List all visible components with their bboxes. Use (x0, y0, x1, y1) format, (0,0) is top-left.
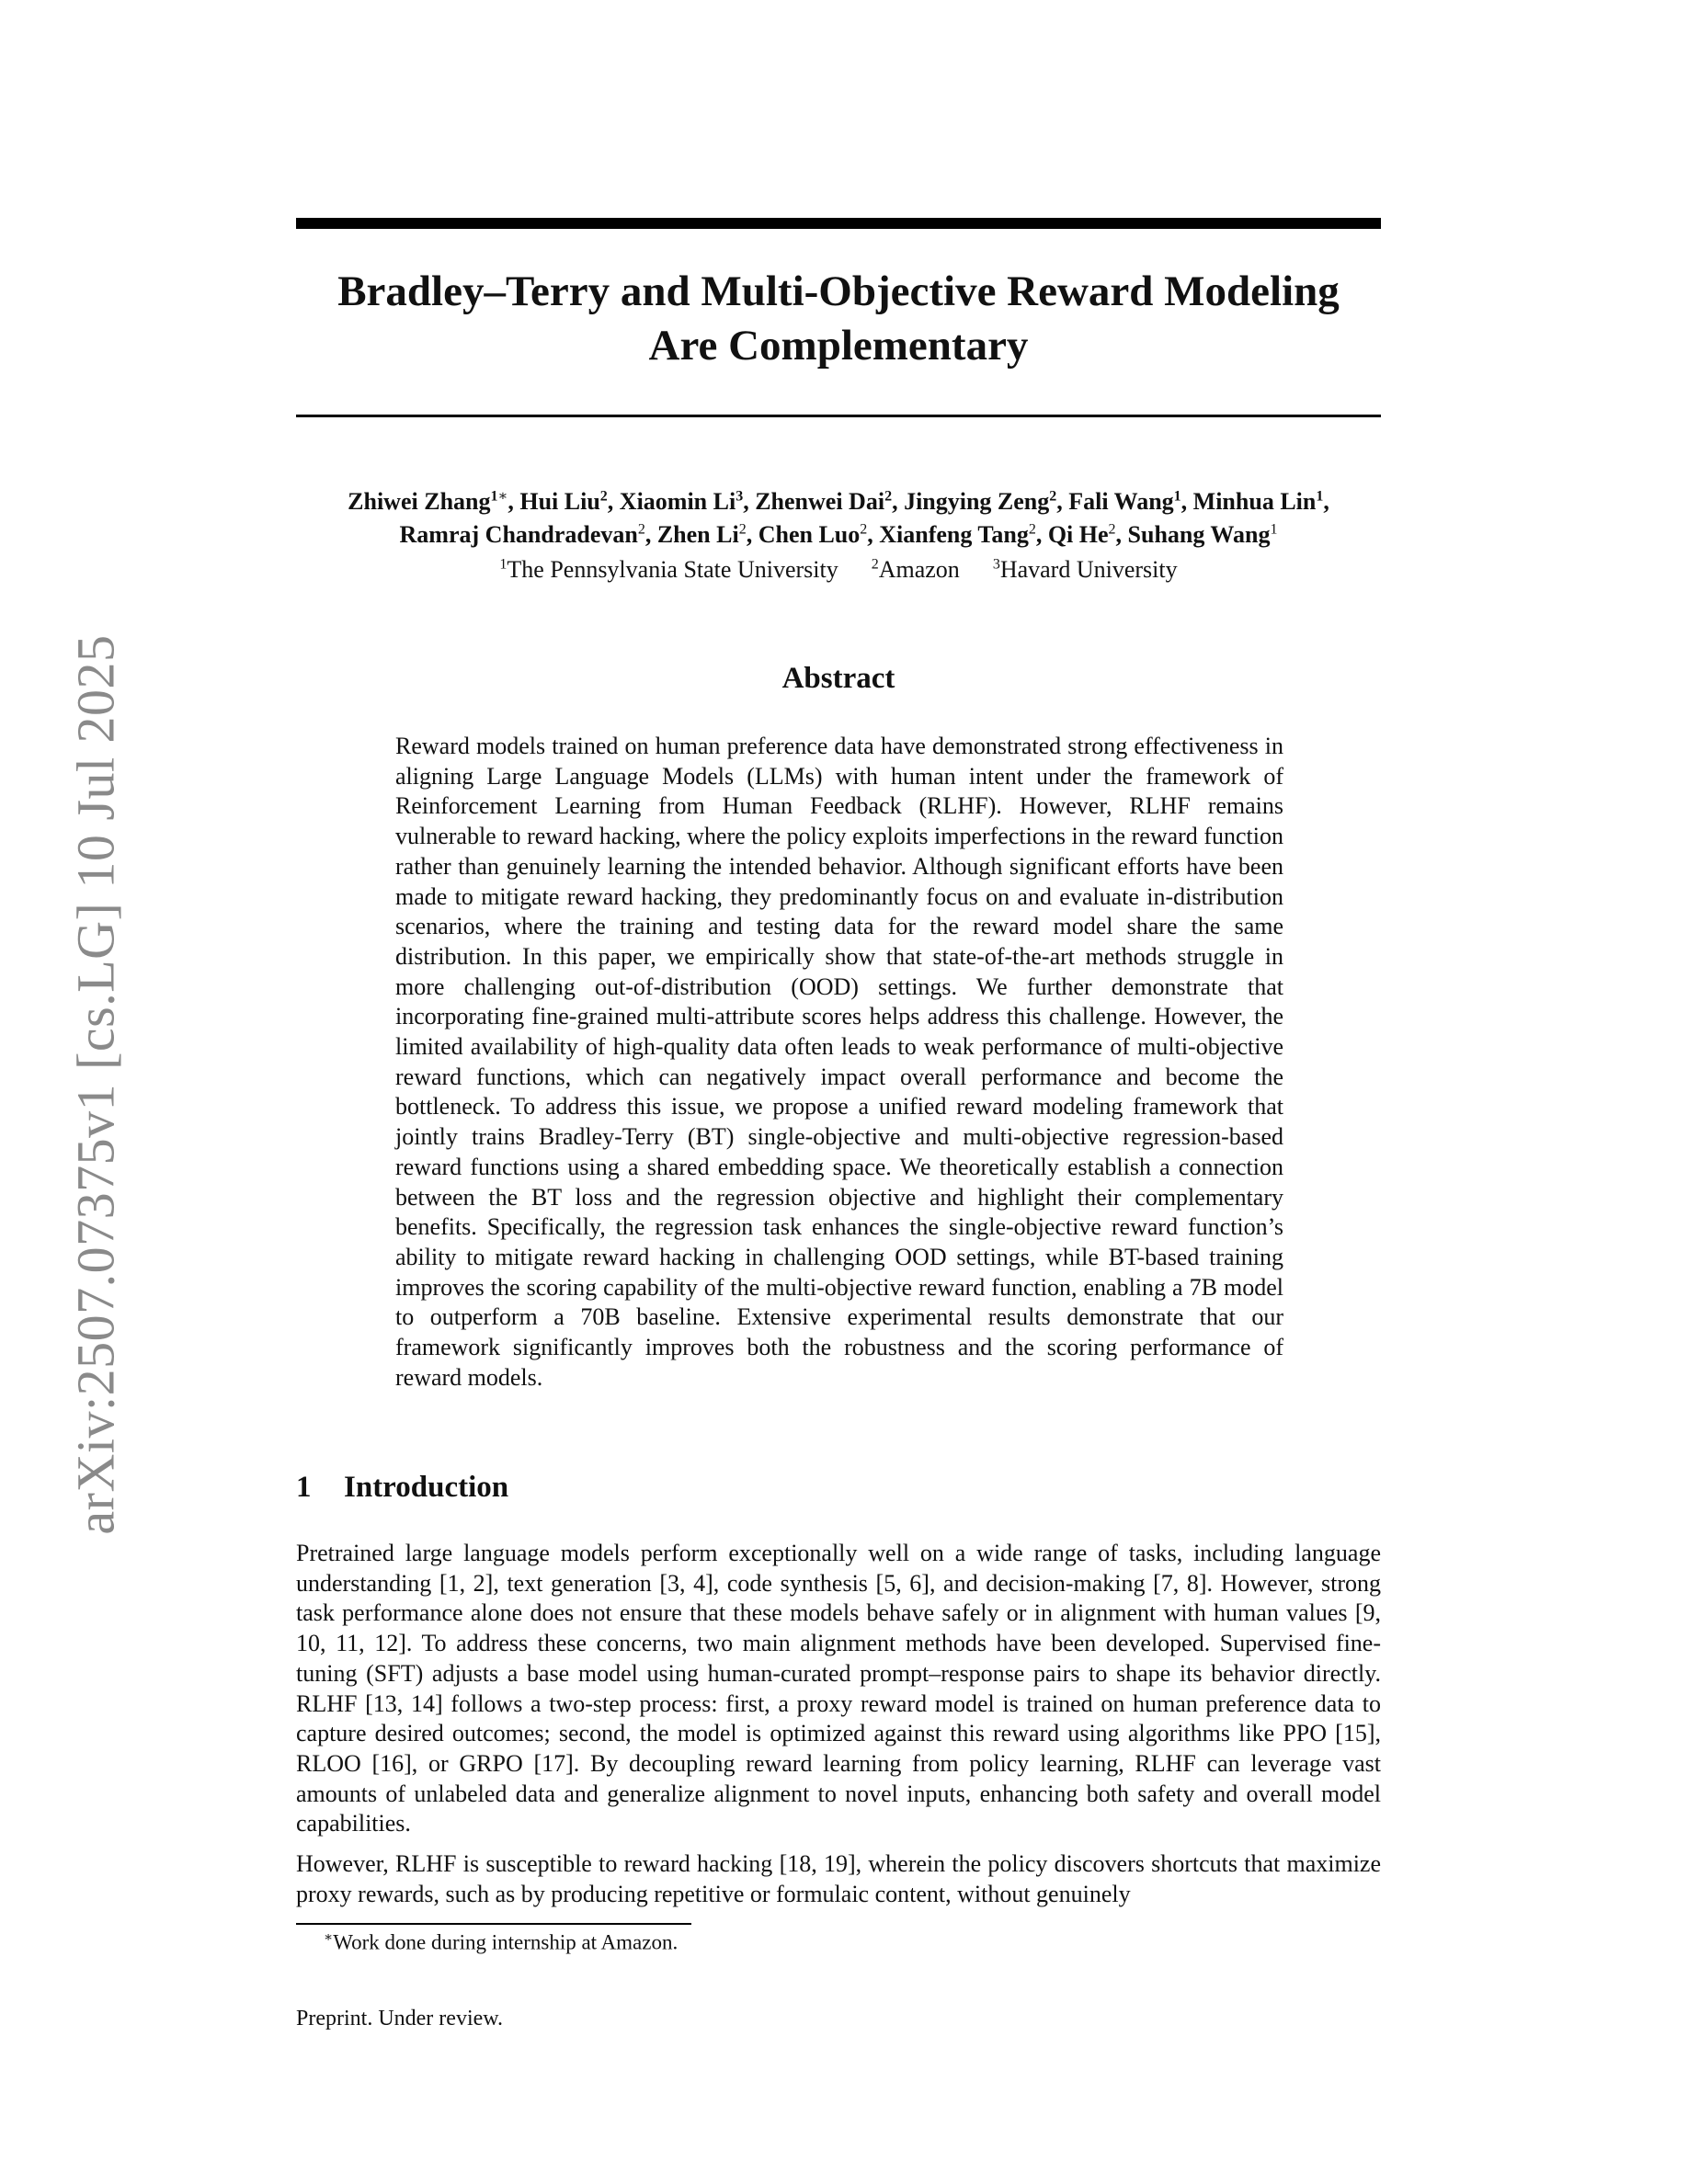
arxiv-id: arXiv:2507.07375v1 [cs.LG] 10 Jul 2025 (65, 634, 126, 1535)
author-footnote-mark: ∗ (497, 488, 508, 505)
author-name: Fali Wang (1068, 488, 1174, 515)
author-affil-sup: 3 (736, 488, 744, 505)
footnote (324, 1928, 678, 1955)
section-heading-introduction (296, 1471, 508, 1505)
abstract-text: Reward models trained on human preference data have demonstrated strong effectiveness in aligning Large Language Models (LLMs) with human intent under the framework of Reinforcement Learning from Human Feedback (RLHF). However, RLHF remains vulnerable to reward hacking, where the policy exploits imperfections in the reward function rather than genuinely learning the intended behavior. Although significant efforts have been made to mitigate reward hacking, they predominantly focus on and evaluate in-distribution scenarios, where the training and testing data for the reward model share the same distribution. In this paper, we empirically show that state-of-the-art methods struggle in more challenging out-of-distribution (OOD) settings. We further demonstrate that incorporating fine-grained multi-attribute scores helps address this challenge. However, the limited availability of high-quality data often leads to weak performance of multi-objective reward functions, which can negatively impact overall performance and become the bottleneck. To address this issue, we propose a unified reward modeling framework that jointly trains Bradley-Terry (BT) single-objective and multi-objective regression-based reward functions using a shared embedding space. We theoretically establish a connection between the BT loss and the regression objective and highlight their complementary benefits. Specifically, the regression task enhances the single-objective reward function’s ability to mitigate reward hacking in challenging OOD settings, while BT-based training improves the scoring capability of the multi-objective reward function, enabling a 7B model to outperform a 70B baseline. Extensive experimental results demonstrate that our framework significantly improves both the robustness and the scoring performance of reward models. (395, 733, 1283, 1391)
author-name: Suhang Wang (1127, 521, 1271, 548)
affiliation-name: The Pennsylvania State University (507, 556, 838, 583)
section-title: Introduction (344, 1471, 509, 1504)
affiliation-sup: 1 (499, 556, 508, 573)
section-number: 1 (296, 1471, 312, 1504)
abstract-heading: Abstract (781, 662, 895, 695)
affiliation-name: Amazon (878, 556, 960, 583)
author-affil-sup: 1 (1316, 488, 1324, 505)
author-list (276, 485, 1401, 552)
author-affil-sup: 1 (1173, 488, 1181, 505)
footnote-mark: ∗ (324, 1930, 334, 1945)
author-line-2: Ramraj Chandradevan$^2$, Zhen Li$^2$, Chen Luo$^2$, Xianfeng Tang$^2$, Qi He$^2$, Suhang Wang$^1$ (399, 521, 1278, 548)
preprint-note: Preprint. Under review. (296, 2007, 504, 2030)
affiliation-sup: 3 (992, 556, 1000, 573)
author-affil-sup: 1 (1270, 521, 1278, 538)
author-affil-sup: 2 (637, 521, 645, 538)
author-name: Hui Liu (519, 488, 600, 515)
author-name: Zhenwei Dai (755, 488, 885, 515)
author-name: Xianfeng Tang (879, 521, 1029, 548)
author-affil-sup: 2 (1049, 488, 1057, 505)
author-name: Zhen Li (656, 521, 739, 548)
author-name: Minhua Lin (1192, 488, 1317, 515)
paper-title (296, 265, 1381, 373)
author-name: Qi He (1047, 521, 1109, 548)
footnote-rule (296, 1923, 691, 1925)
title-line-2: Are Complementary (648, 322, 1029, 370)
author-affil-sup: 2 (599, 488, 608, 505)
title-rule-top (296, 218, 1381, 229)
title-rule-bottom (296, 415, 1381, 417)
intro-paragraph-1: Pretrained large language models perform exceptionally well on a wide range of tasks, including language understanding [1, 2], text generation [3, 4], code synthesis [5, 6], and decision-making [7, 8]. However, strong task performance alone does not ensure that these models behave safely or in alignment with human values [9, 10, 11, 12]. To address these concerns, two main alignment methods have been developed. Supervised fine-tuning (SFT) adjusts a base model using human-curated prompt–response pairs to shape its behavior directly. RLHF [13, 14] follows a two-step process: first, a proxy reward model is trained on human preference data to capture desired outcomes; second, the model is optimized against this reward using algorithms like PPO [15], RLOO [16], or GRPO [17]. By decoupling reward learning from policy learning, RLHF can leverage vast amounts of unlabeled data and generalize alignment to novel inputs, enhancing both safety and overall model capabilities. (296, 1540, 1381, 1837)
author-affil-sup: 2 (884, 488, 893, 505)
author-affil-sup: 2 (738, 521, 747, 538)
author-affil-sup: 1 (490, 488, 498, 505)
author-affil-sup: 2 (1108, 521, 1116, 538)
author-affil-sup: 2 (860, 521, 868, 538)
title-line-1: Bradley–Terry and Multi-Objective Reward Modeling (337, 267, 1340, 315)
affiliation-list (276, 554, 1401, 586)
affiliation-sup: 2 (871, 556, 879, 573)
author-affil-sup: 2 (1028, 521, 1036, 538)
author-name: Jingying Zeng (904, 488, 1050, 515)
intro-paragraph-2: However, RLHF is susceptible to reward hacking [18, 19], wherein the policy discovers shortcuts that maximize proxy rewards, such as by producing repetitive or formulaic content, without genuinely (296, 1850, 1381, 1907)
affiliation-name: Havard University (999, 556, 1178, 583)
author-name: Ramraj Chandradevan (399, 521, 638, 548)
author-name: Chen Luo (758, 521, 861, 548)
author-name: Zhiwei Zhang (348, 488, 491, 515)
footnote-text: Work done during internship at Amazon. (333, 1930, 679, 1954)
author-line-1: Zhiwei Zhang$^{1∗}$, Hui Liu$^2$, Xiaomin Li$^3$, Zhenwei Dai$^2$, Jingying Zeng$^2$, Fali Wang$^1$, Minhua Lin$^1$, (348, 488, 1329, 515)
author-name: Xiaomin Li (619, 488, 736, 515)
